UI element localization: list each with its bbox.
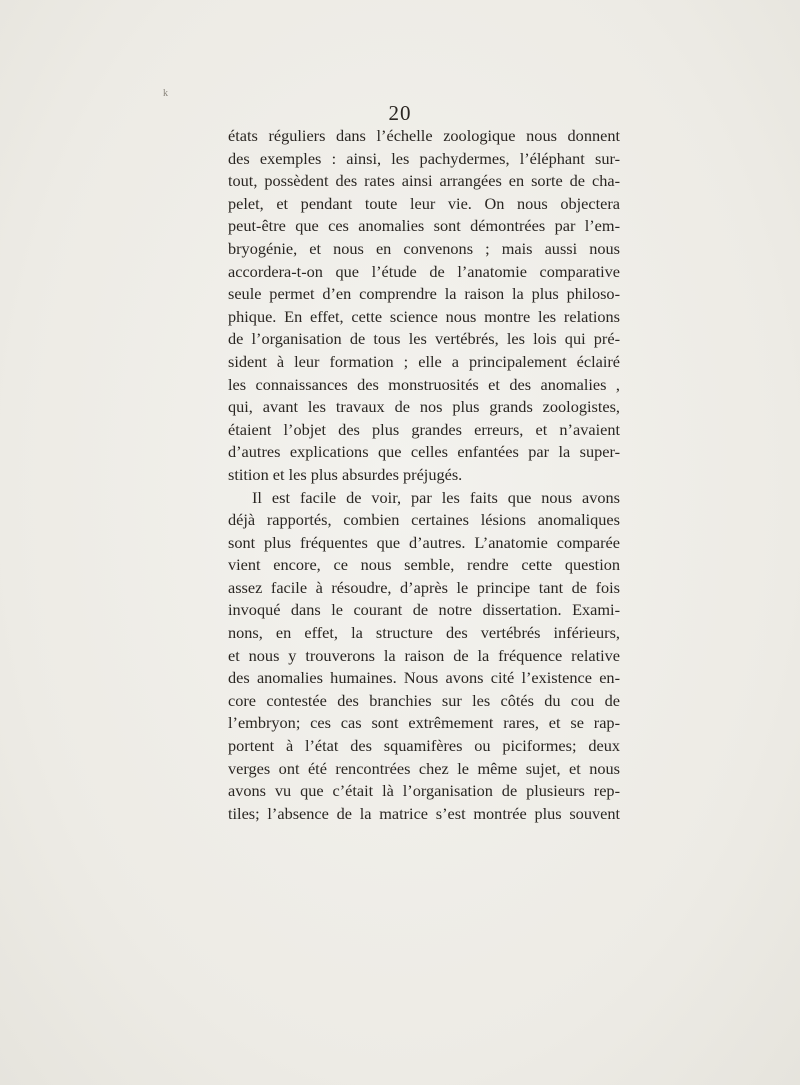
- text-line: sont plus fréquentes que d’autres. L’anatomie comparée: [228, 532, 620, 552]
- text-line: peut-être que ces anomalies sont démontrées par l’em-: [228, 216, 620, 236]
- text-line: des exemples : ainsi, les pachydermes, l’éléphant sur-: [228, 148, 620, 168]
- page-number: 20: [388, 101, 412, 125]
- text-line: les connaissances des monstruosités et des anomalies ,: [228, 374, 620, 394]
- text-line: des anomalies humaines. Nous avons cité l’existence en-: [228, 668, 620, 688]
- text-line: vient encore, ce nous semble, rendre cette question: [228, 555, 620, 575]
- text-line: seule permet d’en comprendre la raison la plus philoso-: [228, 284, 620, 304]
- text-line: accordera-t-on que l’étude de l’anatomie comparative: [228, 261, 620, 281]
- text-line: bryogénie, et nous en convenons ; mais aussi nous: [228, 238, 620, 258]
- text-line: étaient l’objet des plus grandes erreurs, et n’avaient: [228, 419, 620, 439]
- text-line: verges ont été rencontrées chez le même sujet, et nous: [228, 758, 620, 778]
- text-line: pelet, et pendant toute leur vie. On nous objectera: [228, 193, 620, 213]
- text-line: déjà rapportés, combien certaines lésions anomaliques: [228, 510, 620, 530]
- text-line: stition et les plus absurdes préjugés.: [228, 464, 463, 484]
- text-line: Il est facile de voir, par les faits que nous avons: [252, 487, 620, 507]
- text-line: nons, en effet, la structure des vertébrés inférieurs,: [228, 623, 620, 643]
- text-line: tiles; l’absence de la matrice s’est montrée plus souvent: [228, 803, 620, 823]
- text-line: core contestée des branchies sur les côtés du cou de: [228, 690, 620, 710]
- text-line: états réguliers dans l’échelle zoologique nous donnent: [228, 126, 620, 145]
- text-line: assez facile à résoudre, d’après le principe tant de fois: [228, 577, 620, 597]
- text-line: tout, possèdent des rates ainsi arrangées en sorte de cha-: [228, 171, 620, 191]
- text-line: qui, avant les travaux de nos plus grands zoologistes,: [228, 397, 620, 417]
- text-line: de l’organisation de tous les vertébrés, les lois qui pré-: [228, 329, 620, 349]
- text-line: portent à l’état des squamifères ou piciformes; deux: [228, 736, 620, 756]
- text-line: invoqué dans le courant de notre dissertation. Exami-: [228, 600, 620, 620]
- text-line: d’autres explications que celles enfantées par la super-: [228, 442, 620, 462]
- body-text: [228, 125, 620, 825]
- text-line: et nous y trouverons la raison de la fréquence relative: [228, 645, 620, 665]
- text-line: phique. En effet, cette science nous montre les relations: [228, 306, 620, 326]
- corner-mark: k: [163, 88, 168, 99]
- text-line: l’embryon; ces cas sont extrêmement rares, et se rap-: [228, 713, 620, 733]
- text-line: sident à leur formation ; elle a principalement éclairé: [228, 351, 620, 371]
- text-line: avons vu que c’était là l’organisation de plusieurs rep-: [228, 781, 620, 801]
